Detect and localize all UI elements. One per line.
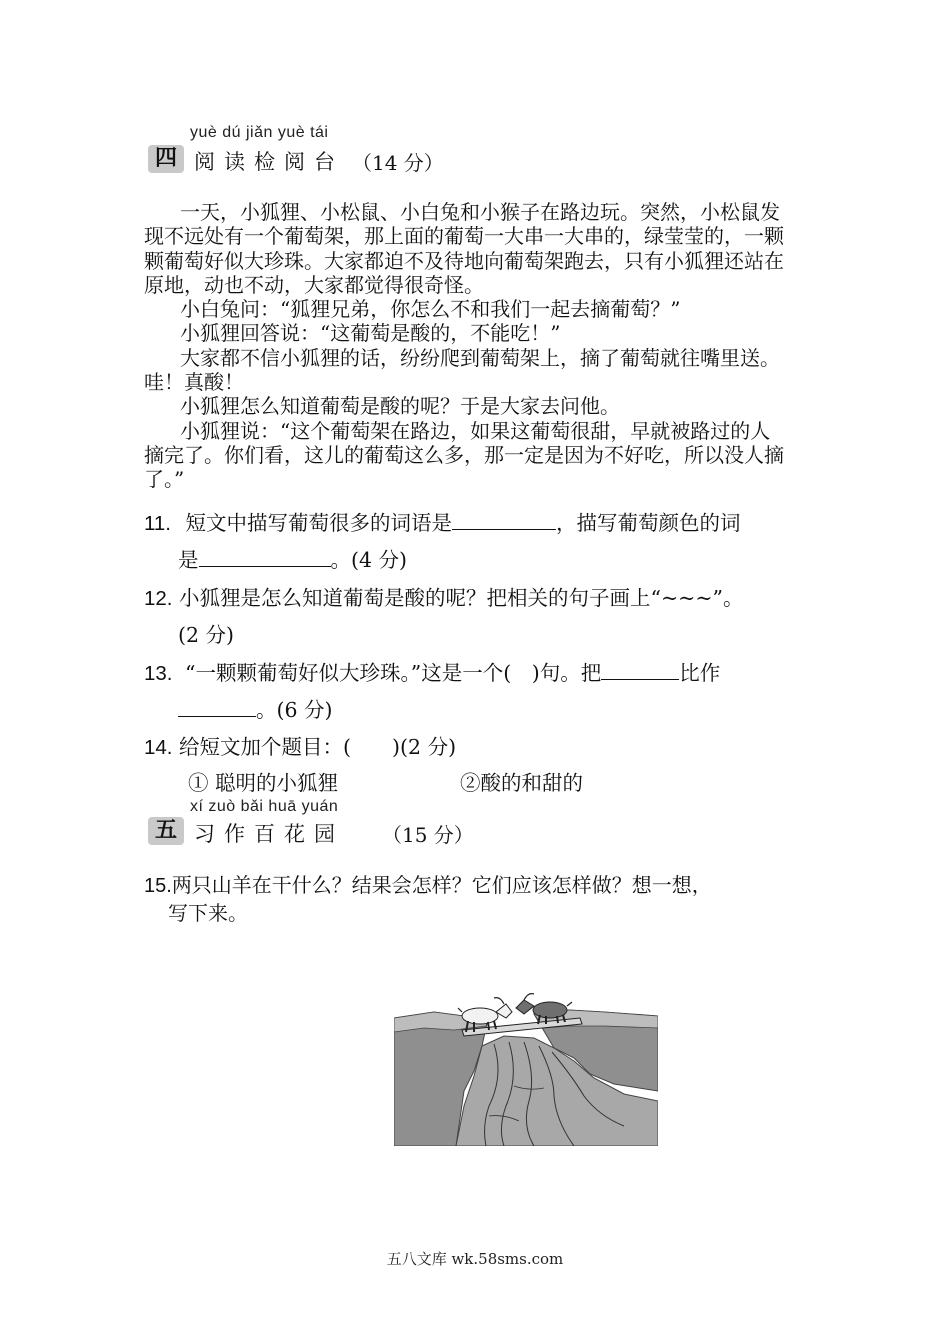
passage-paragraph: 小狐狸说：“这个葡萄架在路边，如果这葡萄很甜，早就被路过的人摘完了。你们看，这儿的葡萄这么多，那一定是因为不好吃，所以没人摘了。”	[144, 418, 784, 492]
goats-bridge-illustration	[394, 966, 658, 1146]
question-score: 。(6 分)	[256, 698, 333, 722]
question-12	[144, 580, 844, 617]
passage-paragraph: 小狐狸怎么知道葡萄是酸的呢？于是大家去问他。	[180, 394, 620, 419]
section-badge: 五	[148, 817, 184, 845]
answer-blank[interactable]	[601, 657, 679, 680]
section-title: 阅读检阅台	[194, 150, 344, 174]
question-text: 是	[178, 548, 199, 572]
question-score: (2 分)	[178, 623, 235, 647]
question-text: 给短文加个题目：( )(2 分)	[179, 735, 457, 759]
question-text: ，描写葡萄颜色的词	[556, 511, 741, 535]
question-13	[144, 655, 844, 692]
question-number: 14.	[144, 736, 173, 759]
section-score: （14 分）	[352, 151, 444, 175]
question-text: 小狐狸是怎么知道葡萄是酸的呢？把相关的句子画上“~~~”。	[179, 586, 744, 610]
reading-passage	[144, 200, 784, 492]
question-number: 11.	[144, 512, 171, 535]
section-pinyin: yuè dú jiǎn yuè tái	[190, 124, 329, 141]
option-2[interactable]: ②酸的和甜的	[460, 771, 583, 795]
section-pinyin: xí zuò bǎi huā yuán	[190, 798, 339, 815]
passage-paragraph: 大家都不信小狐狸的话，纷纷爬到葡萄架上，摘了葡萄就往嘴里送。哇！真酸！	[144, 345, 780, 395]
question-text: “一颗颗葡萄好似大珍珠。”这是一个( )句。把	[185, 661, 602, 685]
question-text: 比作	[679, 661, 721, 685]
answer-blank[interactable]	[452, 507, 556, 530]
answer-blank[interactable]	[178, 694, 256, 717]
footer-watermark: 五八文库 wk.58sms.com	[386, 1250, 564, 1268]
section-score: （15 分）	[382, 823, 474, 847]
question-15	[144, 872, 844, 927]
passage-paragraph: 小狐狸回答说：“这葡萄是酸的，不能吃！”	[180, 321, 561, 346]
question-13-cont	[178, 692, 333, 729]
question-number: 13.	[144, 662, 173, 685]
question-score: 。(4 分)	[330, 548, 408, 572]
option-1[interactable]: ① 聪明的小狐狸	[188, 771, 339, 795]
question-number: 12.	[144, 587, 173, 610]
question-text: 写下来。	[168, 901, 248, 925]
answer-blank[interactable]	[199, 544, 331, 567]
question-text: 两只山羊在干什么？结果会怎样？它们应该怎样做？想一想，	[171, 873, 712, 897]
passage-paragraph: 一天，小狐狸、小松鼠、小白兔和小猴子在路边玩。突然，小松鼠发现不远处有一个葡萄架，那上面的葡萄一大串一大串的，绿莹莹的，一颗颗葡萄好似大珍珠。大家都迫不及待地向葡萄架跑去，只有小狐狸还站在原地，动也不动，大家都觉得很奇怪。	[144, 200, 784, 297]
question-14	[144, 729, 844, 766]
section-badge: 四	[148, 145, 184, 173]
question-text: 短文中描写葡萄很多的词语是	[185, 511, 453, 535]
section-title: 习作百花园	[194, 822, 344, 846]
question-11-cont	[178, 542, 407, 579]
question-number: 15.	[144, 875, 172, 897]
question-11	[144, 505, 824, 542]
passage-paragraph: 小白兔问：“狐狸兄弟，你怎么不和我们一起去摘葡萄？”	[180, 297, 681, 322]
